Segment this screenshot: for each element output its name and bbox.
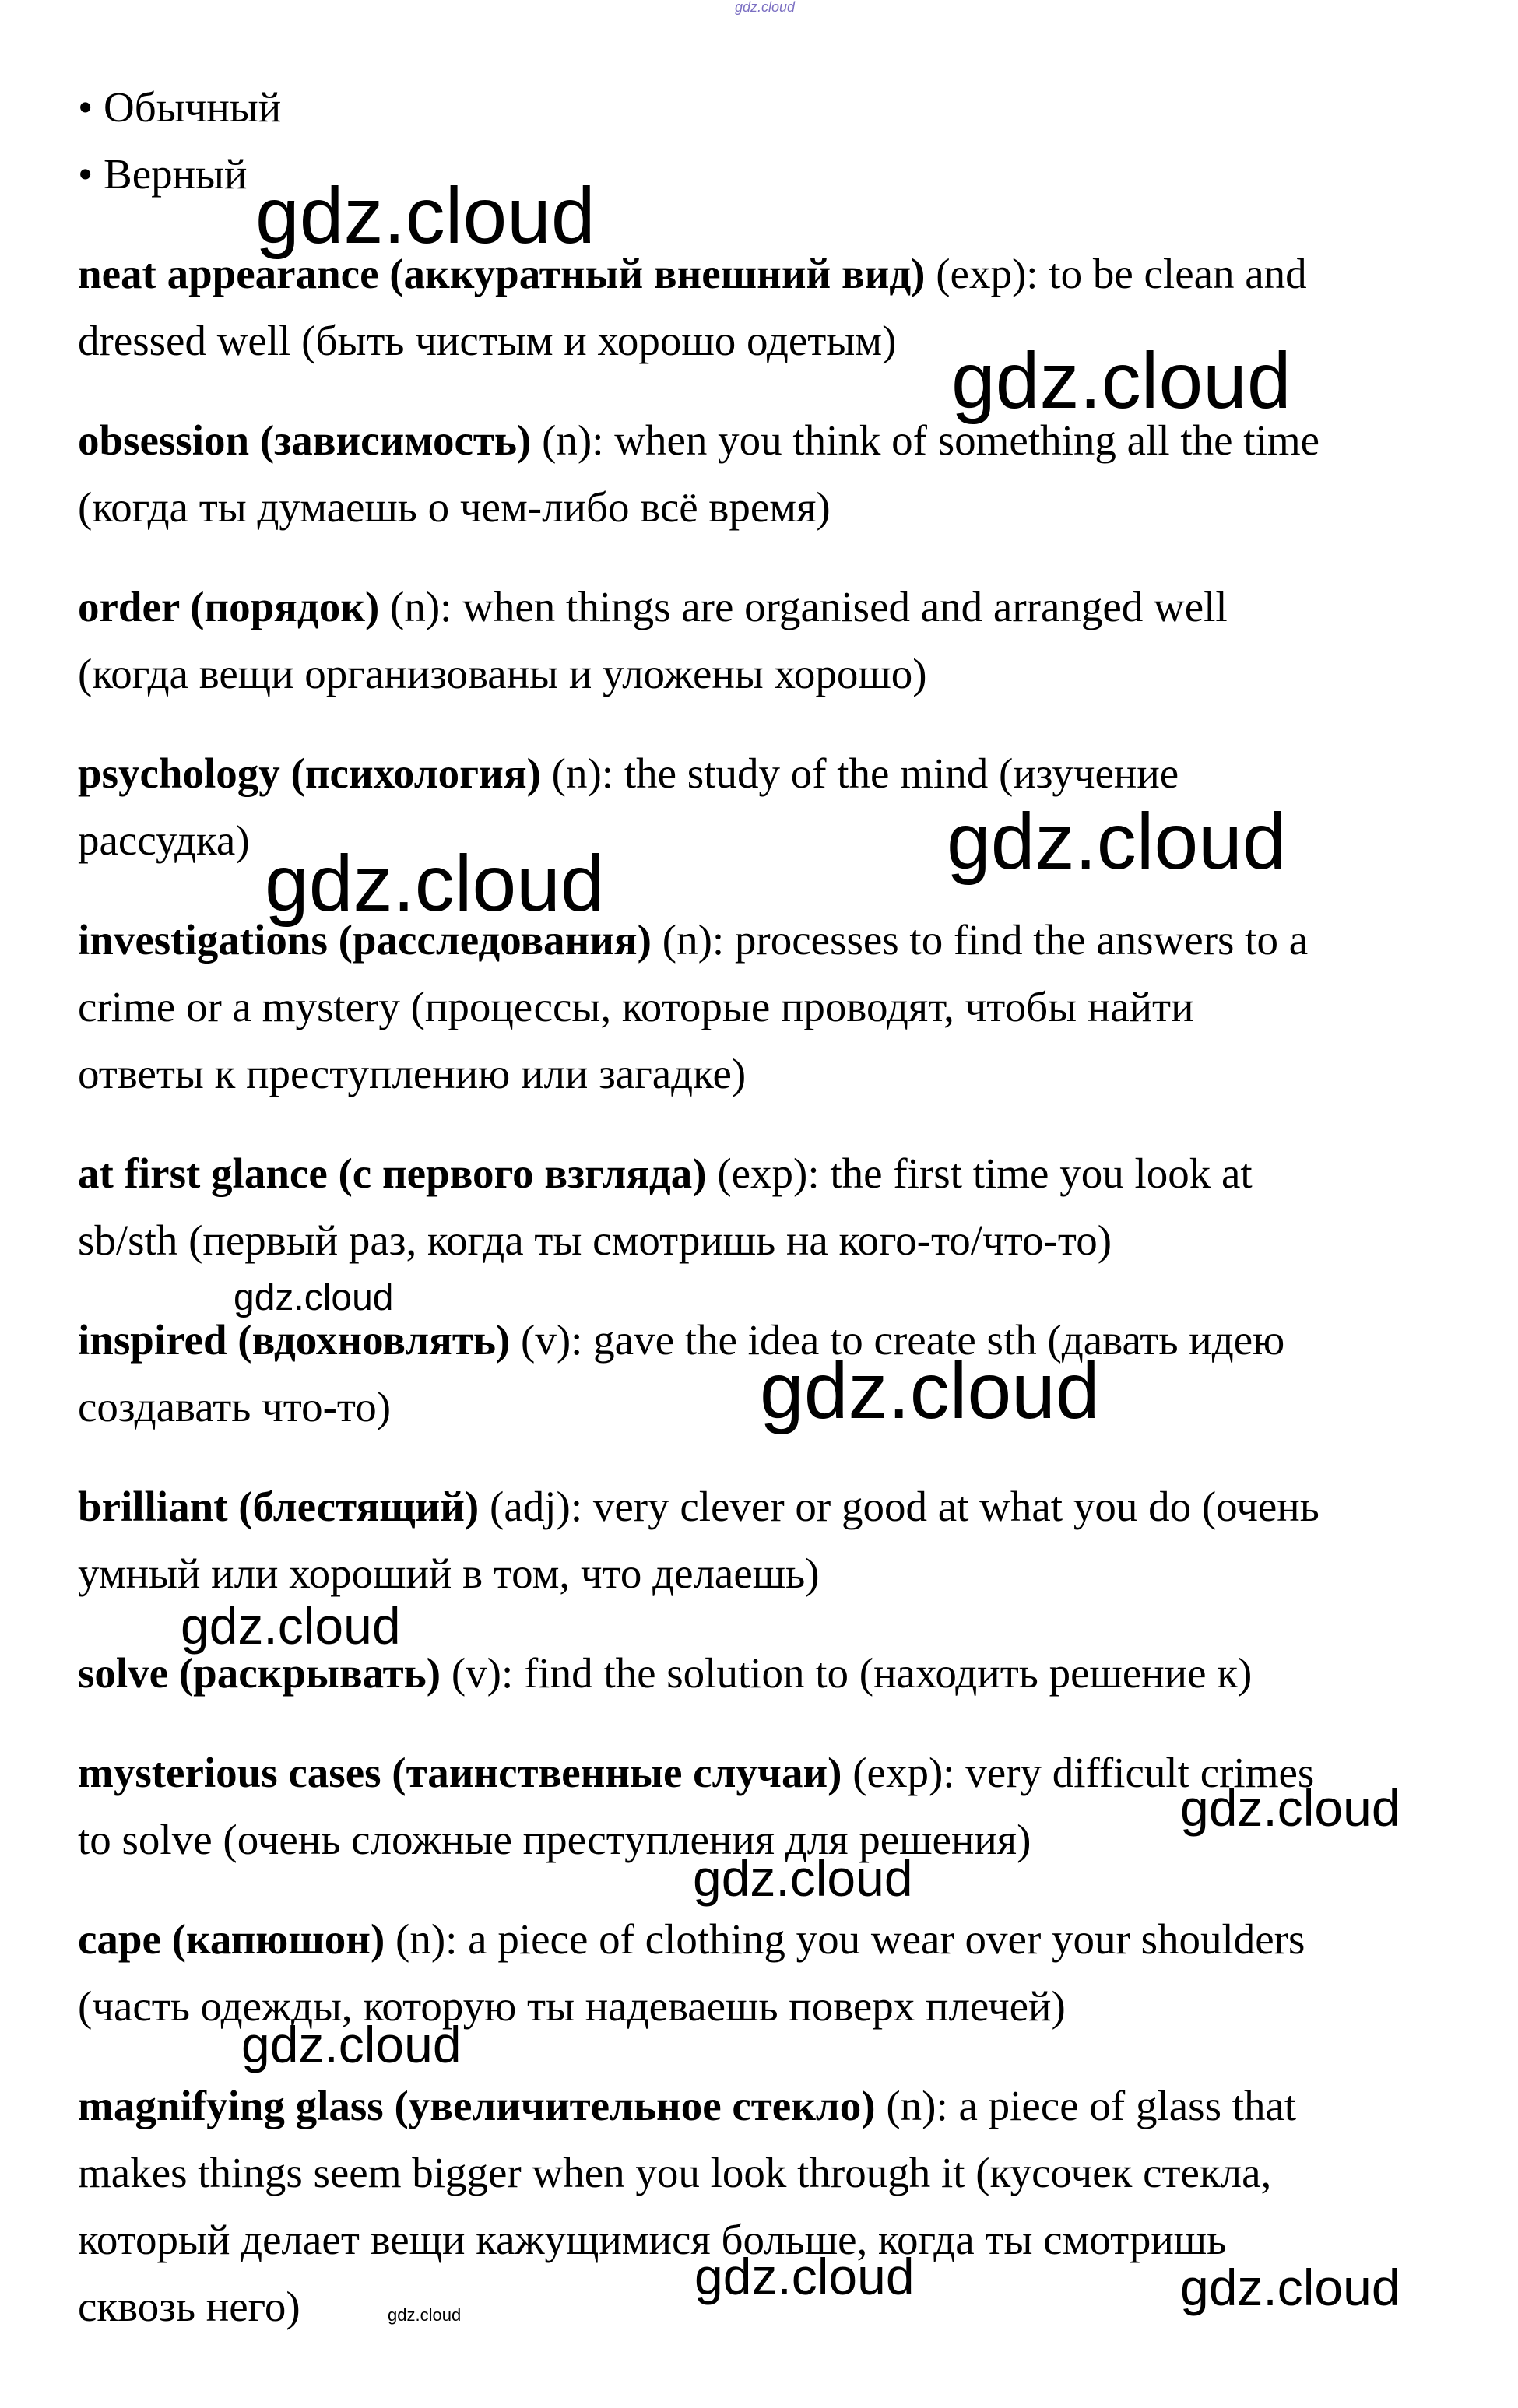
vocab-term: at first glance (с первого взгляда) xyxy=(78,1150,707,1197)
vocab-entry-line xyxy=(78,1751,1314,1794)
vocab-definition: (exp): the first time you look at xyxy=(706,1150,1253,1197)
vocab-term: mysterious cases (таинственные случаи) xyxy=(78,1749,842,1796)
vocab-term: psychology (психология) xyxy=(78,749,541,797)
vocab-entry-line: dressed well (быть чистым и хорошо одетым) xyxy=(78,317,897,364)
vocab-definition: (n): processes to find the answers to a xyxy=(652,916,1309,964)
watermark: gdz.cloud xyxy=(947,797,1287,886)
vocab-definition: (n): the study of the mind (изучение xyxy=(540,749,1179,797)
watermark: gdz.cloud xyxy=(760,1346,1100,1435)
vocab-term: investigations (расследования) xyxy=(78,916,652,964)
vocab-term: neat appearance (аккуратный внешний вид) xyxy=(78,250,926,297)
watermark: gdz.cloud xyxy=(1180,1779,1400,1837)
watermark: gdz.cloud xyxy=(951,336,1291,425)
vocab-entry-line: сквозь него) xyxy=(78,2283,300,2330)
vocab-entry-line: makes things seem bigger when you look through it (кусочек стекла, xyxy=(78,2149,1272,2196)
watermark: gdz.cloud xyxy=(265,839,605,928)
vocab-definition: (adj): very clever or good at what you do (очень xyxy=(479,1483,1319,1530)
watermark: gdz.cloud xyxy=(255,171,596,260)
vocab-term: obsession (зависимость) xyxy=(78,416,532,464)
vocab-term: magnifying glass (увеличительное стекло) xyxy=(78,2082,876,2129)
vocab-entry-line xyxy=(78,2084,1296,2127)
vocab-definition: (n): a piece of glass that xyxy=(875,2082,1297,2129)
vocab-definition: (n): a piece of clothing you wear over your shoulders xyxy=(385,1915,1305,1963)
bullet-item: • Верный xyxy=(78,150,248,198)
vocab-entry-line: crime or a mystery (процессы, которые проводят, чтобы найти xyxy=(78,983,1194,1030)
watermark: gdz.cloud xyxy=(693,1849,913,1907)
vocab-term: inspired (вдохновлять) xyxy=(78,1316,511,1364)
watermark: gdz.cloud xyxy=(181,1597,401,1655)
vocab-entry-line: создавать что-то) xyxy=(78,1383,392,1430)
vocab-entry-line xyxy=(78,1316,1285,1364)
vocab-entry-line xyxy=(78,1152,1253,1195)
vocab-entry-line: который делает вещи кажущимися больше, когда ты смотришь xyxy=(78,2216,1227,2263)
watermark-top: gdz.cloud xyxy=(735,0,796,15)
vocab-entry-line: (когда вещи организованы и уложены хорошо) xyxy=(78,650,927,697)
vocab-entry-line xyxy=(78,1915,1305,1963)
vocab-definition: (exp): to be clean and xyxy=(925,250,1307,297)
vocab-entry-line xyxy=(78,749,1179,797)
watermark: gdz.cloud xyxy=(694,2248,915,2305)
vocab-entry-line xyxy=(78,916,1309,964)
vocab-definition: (n): when things are organised and arranged well xyxy=(379,583,1228,630)
vocab-term: brilliant (блестящий) xyxy=(78,1483,480,1530)
vocab-entry-line: to solve (очень сложные преступления для решения) xyxy=(78,1816,1031,1863)
vocab-entry-line: (часть одежды, которую ты надеваешь поверх плечей) xyxy=(78,1982,1066,2030)
vocab-definition: (n): when you think of something all the time xyxy=(531,416,1320,464)
vocab-entry-line xyxy=(78,1485,1319,1528)
watermark: gdz.cloud xyxy=(1180,2259,1400,2316)
vocab-definition: (exp): very difficult crimes xyxy=(842,1749,1315,1796)
vocab-entry-line: умный или хороший в том, что делаешь) xyxy=(78,1550,820,1597)
bullet-item: • Обычный xyxy=(78,83,282,131)
vocab-definition: (v): find the solution to (находить решение к) xyxy=(441,1649,1253,1697)
vocab-term: solve (раскрывать) xyxy=(78,1649,441,1697)
vocab-entry-line xyxy=(78,416,1320,464)
vocab-definition: (v): gave the idea to create sth (давать идею xyxy=(510,1316,1285,1364)
vocab-entry-line: sb/sth (первый раз, когда ты смотришь на кого-то/что-то) xyxy=(78,1216,1112,1264)
watermark: gdz.cloud xyxy=(234,1277,394,1318)
watermark: gdz.cloud xyxy=(388,2305,462,2325)
vocab-entry-line xyxy=(78,1649,1253,1697)
vocab-entry-line: рассудка) xyxy=(78,816,250,864)
vocab-entry-line xyxy=(78,585,1228,628)
vocab-entry-line: ответы к преступлению или загадке) xyxy=(78,1050,747,1097)
watermark: gdz.cloud xyxy=(241,2016,462,2073)
vocab-entry-line: (когда ты думаешь о чем-либо всё время) xyxy=(78,483,831,531)
vocab-term: cape (капюшон) xyxy=(78,1915,385,1963)
vocab-term: order (порядок) xyxy=(78,583,380,630)
